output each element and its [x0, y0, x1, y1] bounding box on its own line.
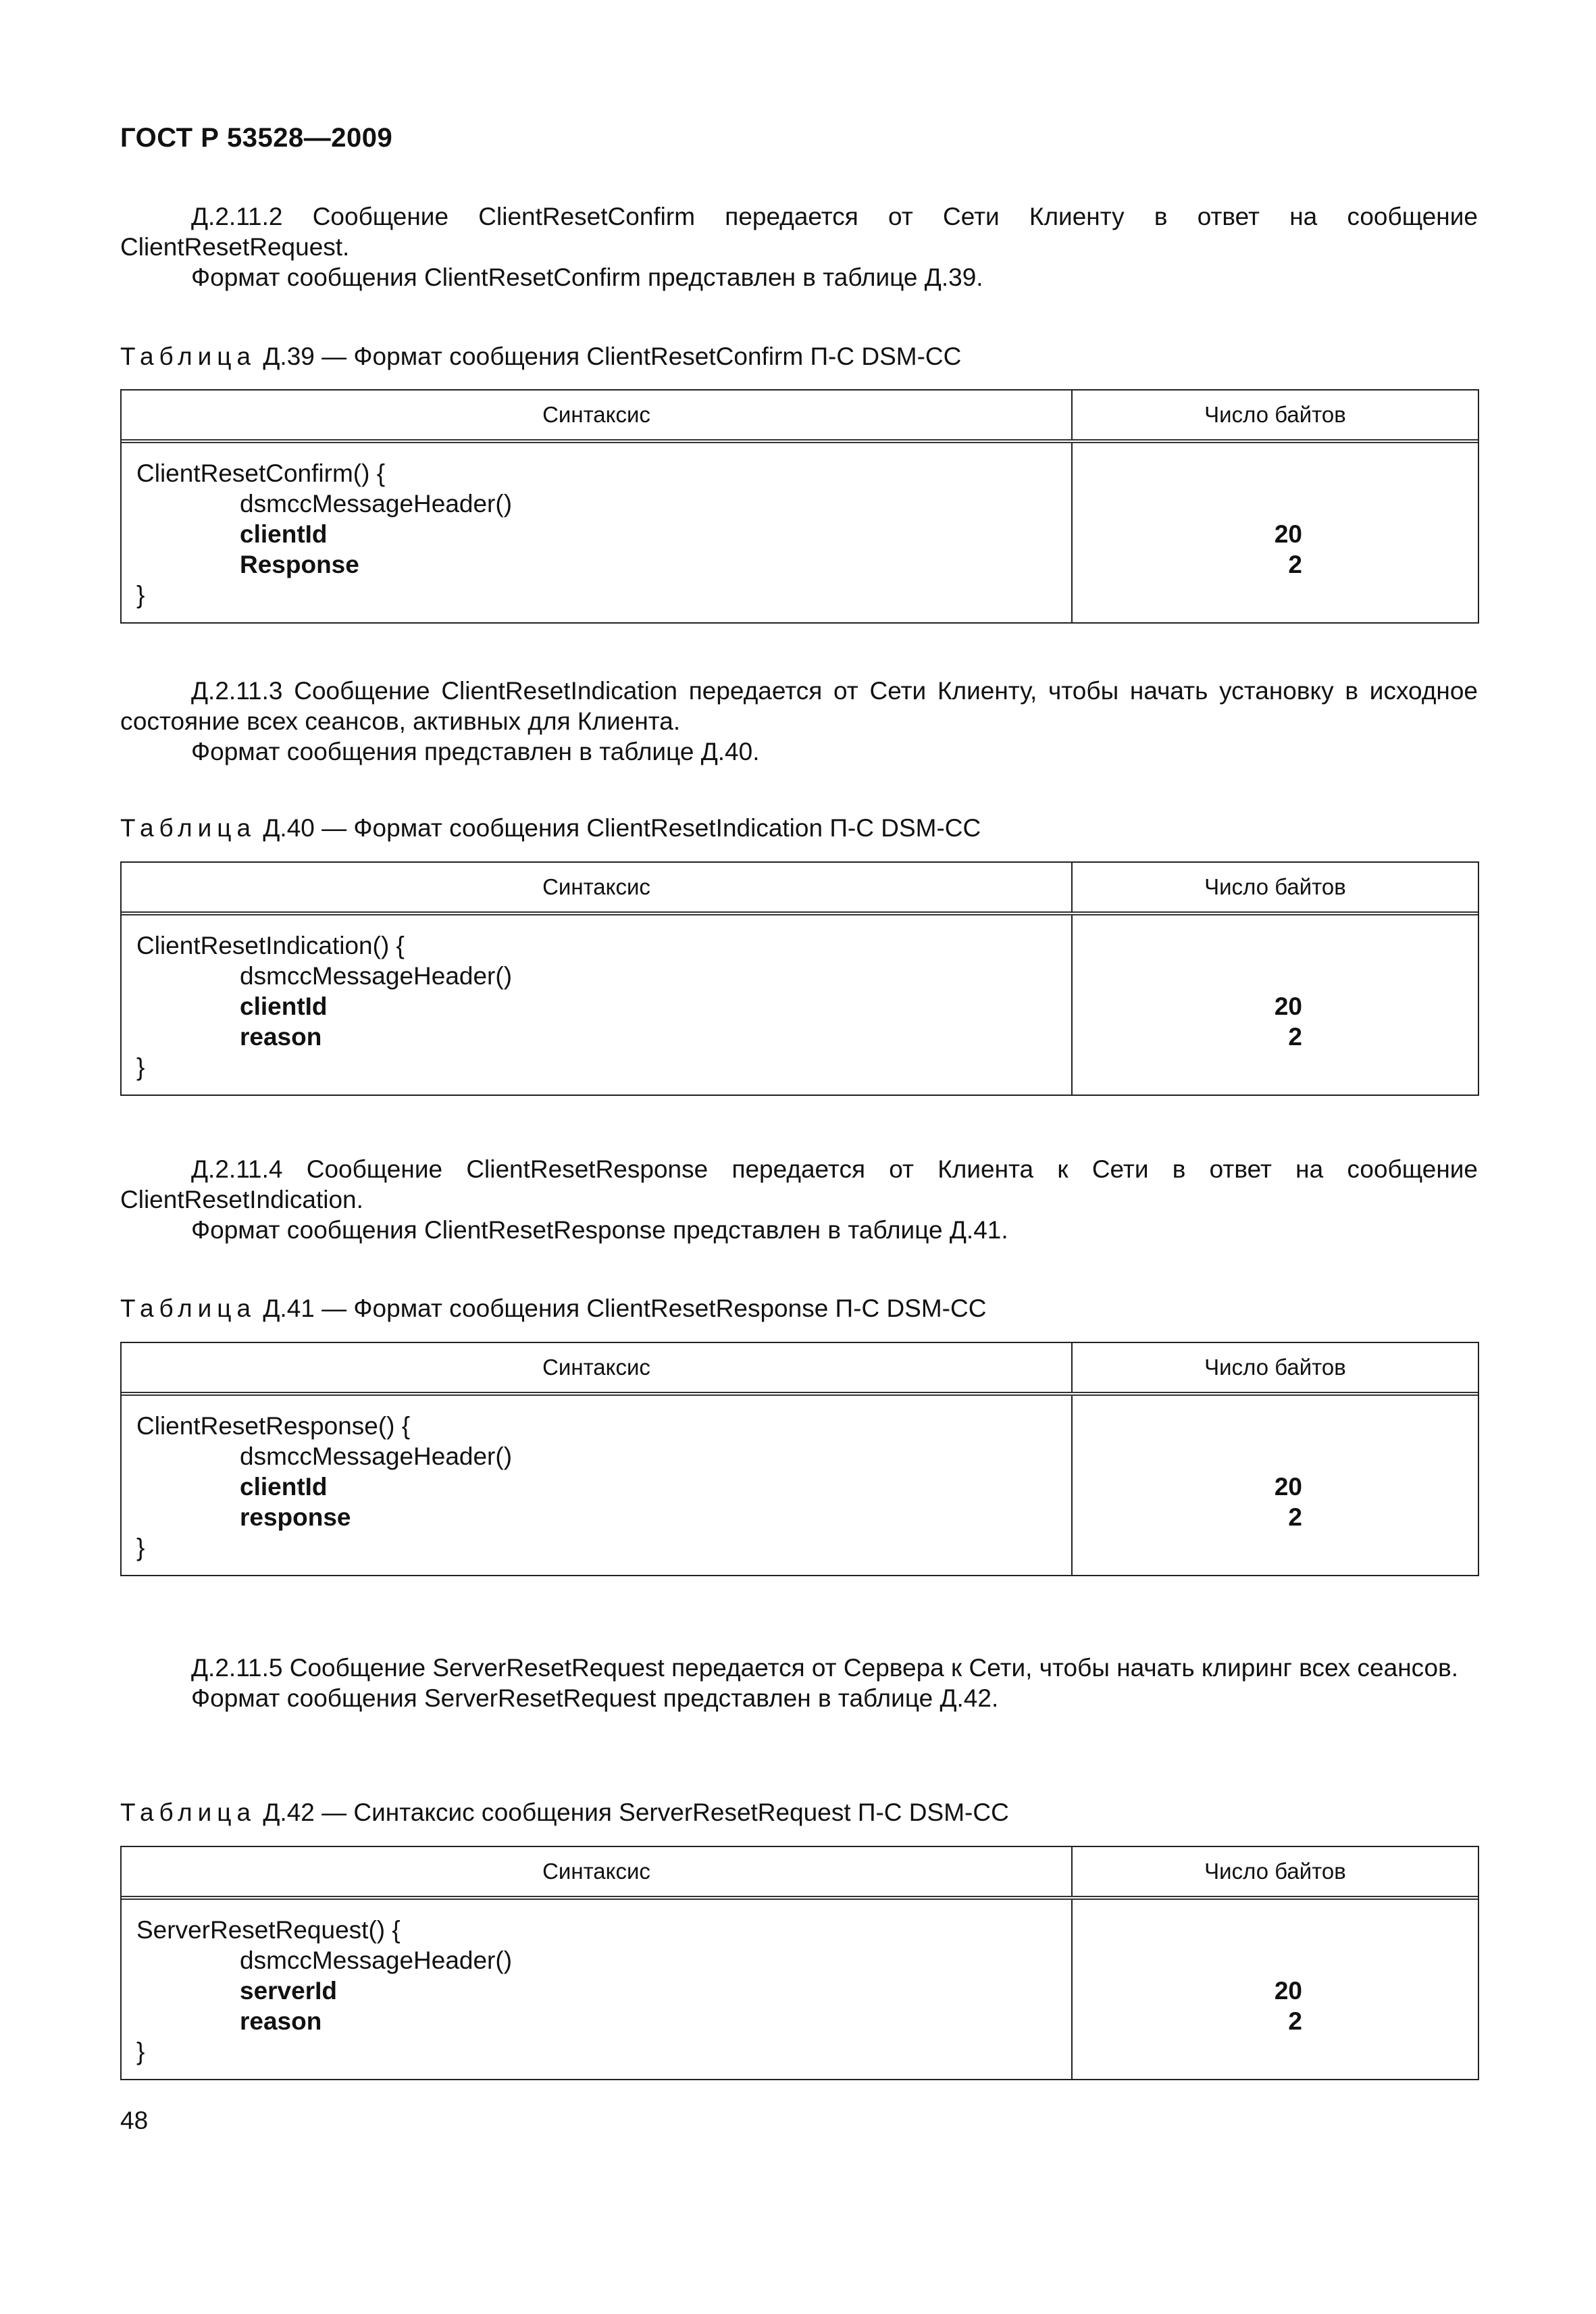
- bytes-value-2: 2: [1288, 551, 1302, 578]
- table-caption-d39: [120, 341, 961, 372]
- table-d42: [120, 1846, 1479, 2080]
- caption-text: Д.41 — Формат сообщения ClientResetResponse П-С DSM-CC: [256, 1294, 987, 1322]
- syntax-field-1: clientId: [240, 1473, 328, 1501]
- column-header-syntax: Синтаксис: [122, 391, 1073, 439]
- table-header-row: [122, 391, 1478, 443]
- syntax-field-2: reason: [240, 2007, 322, 2035]
- syntax-close: }: [136, 1534, 145, 1561]
- table-caption-d40: [120, 813, 981, 843]
- syntax-cell: [122, 915, 1073, 1095]
- caption-text: Д.42 — Синтаксис сообщения ServerResetRequest П-С DSM-CC: [256, 1799, 1009, 1826]
- syntax-header-call: dsmccMessageHeader(): [240, 1946, 513, 1974]
- caption-text: Д.39 — Формат сообщения ClientResetConfirm П-С DSM-CC: [256, 343, 962, 370]
- column-header-syntax: Синтаксис: [122, 1343, 1073, 1392]
- column-header-bytes: Число байтов: [1204, 402, 1346, 427]
- paragraph-format-note: Формат сообщения ClientResetConfirm представлен в таблице Д.39.: [191, 263, 983, 291]
- bytes-value-2: 2: [1288, 2007, 1302, 2035]
- table-body-row: [122, 1900, 1478, 2079]
- bytes-value-1: 20: [1274, 992, 1302, 1020]
- table-body-row: [122, 1396, 1478, 1575]
- table-d40: [120, 861, 1479, 1096]
- syntax-header-call: dsmccMessageHeader(): [240, 962, 513, 990]
- syntax-open: ServerResetRequest() {: [136, 1916, 401, 1944]
- column-header-bytes: Число байтов: [1204, 874, 1346, 899]
- syntax-field-1: serverId: [240, 1977, 337, 2005]
- syntax-close: }: [136, 2038, 145, 2065]
- document-header: ГОСТ Р 53528—2009: [120, 123, 393, 153]
- caption-prefix: Таблица: [120, 1294, 257, 1322]
- caption-prefix: Таблица: [120, 343, 257, 370]
- table-caption-d42: [120, 1797, 1009, 1828]
- syntax-field-2: response: [240, 1503, 351, 1531]
- bytes-cell: [1073, 915, 1478, 1095]
- syntax-field-2: Response: [240, 551, 359, 578]
- syntax-cell: [122, 443, 1073, 622]
- paragraph-d-2-11-3: [120, 676, 1478, 767]
- paragraph-format-note: Формат сообщения ServerResetRequest представлен в таблице Д.42.: [191, 1684, 999, 1712]
- table-header-row: [122, 1343, 1478, 1396]
- bytes-cell: [1073, 443, 1478, 622]
- paragraph-text: Д.2.11.2 Сообщение ClientResetConfirm передается от Сети Клиенту в ответ на сообщение ClientResetRequest.: [120, 203, 1478, 261]
- page-number: 48: [120, 2107, 149, 2134]
- syntax-open: ClientResetConfirm() {: [136, 459, 386, 487]
- table-d41: [120, 1342, 1479, 1576]
- paragraph-d-2-11-5: [120, 1653, 1478, 1713]
- paragraph-format-note: Формат сообщения ClientResetResponse представлен в таблице Д.41.: [191, 1216, 1008, 1244]
- bytes-value-1: 20: [1274, 1473, 1302, 1501]
- paragraph-format-note: Формат сообщения представлен в таблице Д.40.: [191, 738, 760, 765]
- syntax-cell: [122, 1396, 1073, 1575]
- column-header-bytes: Число байтов: [1204, 1355, 1346, 1380]
- syntax-open: ClientResetIndication() {: [136, 932, 405, 959]
- paragraph-d-2-11-2: [120, 201, 1478, 293]
- syntax-cell: [122, 1900, 1073, 2079]
- caption-text: Д.40 — Формат сообщения ClientResetIndication П-С DSM-CC: [256, 814, 981, 842]
- bytes-cell: [1073, 1396, 1478, 1575]
- syntax-header-call: dsmccMessageHeader(): [240, 1442, 513, 1470]
- syntax-header-call: dsmccMessageHeader(): [240, 490, 513, 518]
- bytes-cell: [1073, 1900, 1478, 2079]
- syntax-field-1: clientId: [240, 992, 328, 1020]
- column-header-bytes: Число байтов: [1204, 1859, 1346, 1884]
- table-header-row: [122, 1847, 1478, 1900]
- bytes-value-2: 2: [1288, 1023, 1302, 1051]
- paragraph-d-2-11-4: [120, 1154, 1478, 1245]
- paragraph-text: Д.2.11.4 Сообщение ClientResetResponse передается от Клиента к Сети в ответ на сообщение ClientResetIndication.: [120, 1155, 1478, 1213]
- table-body-row: [122, 915, 1478, 1095]
- syntax-close: }: [136, 581, 145, 609]
- bytes-value-2: 2: [1288, 1503, 1302, 1531]
- column-header-syntax: Синтаксис: [122, 863, 1073, 911]
- syntax-open: ClientResetResponse() {: [136, 1412, 411, 1440]
- column-header-syntax: Синтаксис: [122, 1847, 1073, 1896]
- bytes-value-1: 20: [1274, 1977, 1302, 2005]
- table-d39: [120, 389, 1479, 624]
- paragraph-text: Д.2.11.3 Сообщение ClientResetIndication передается от Сети Клиенту, чтобы начать установку в исходное состояние всех сеансов, активных для Клиента.: [120, 677, 1478, 735]
- table-header-row: [122, 863, 1478, 915]
- caption-prefix: Таблица: [120, 1799, 257, 1826]
- syntax-close: }: [136, 1053, 145, 1081]
- table-caption-d41: [120, 1293, 986, 1324]
- syntax-field-2: reason: [240, 1023, 322, 1051]
- table-body-row: [122, 443, 1478, 622]
- paragraph-text: Д.2.11.5 Сообщение ServerResetRequest передается от Сервера к Сети, чтобы начать клиринг всех сеансов.: [191, 1654, 1459, 1682]
- caption-prefix: Таблица: [120, 814, 257, 842]
- bytes-value-1: 20: [1274, 520, 1302, 548]
- syntax-field-1: clientId: [240, 520, 328, 548]
